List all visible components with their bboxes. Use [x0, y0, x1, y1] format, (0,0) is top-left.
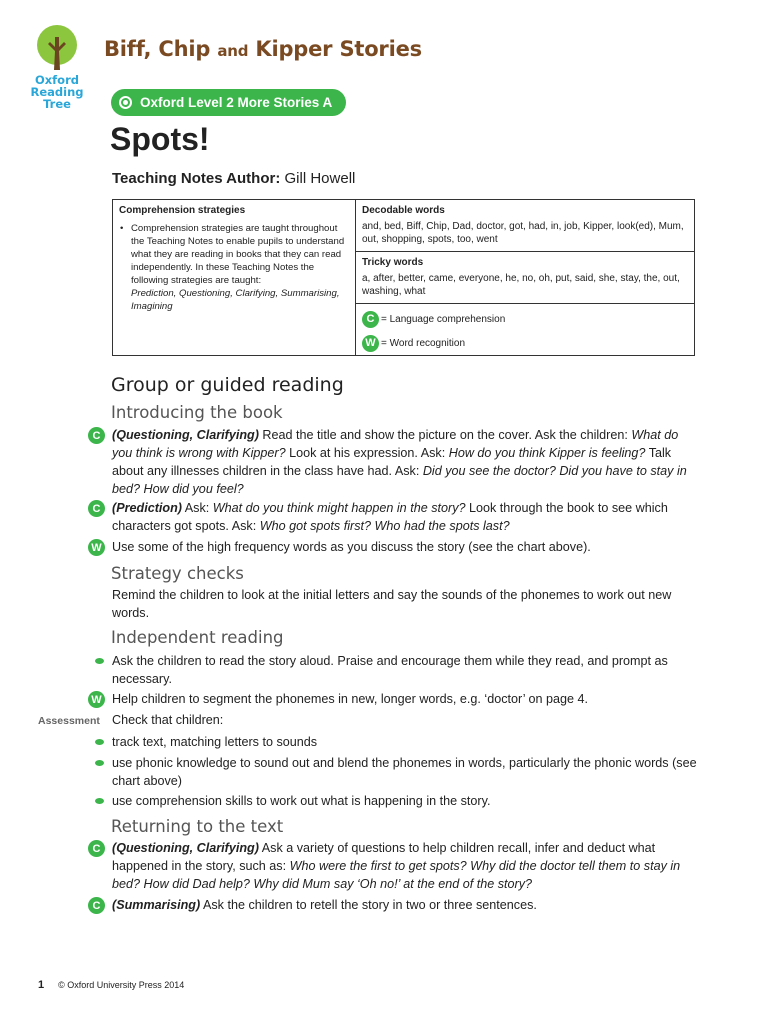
assessment-intro: Check that children: [112, 713, 224, 727]
level-badge [111, 89, 346, 116]
author-name: Gill Howell [284, 170, 356, 187]
bullet-icon [95, 658, 104, 664]
logo-text-line: Tree [43, 97, 71, 111]
comprehension-badge-icon: C [362, 311, 379, 328]
word-recognition-badge-icon: W [88, 539, 105, 556]
question: Who got spots first? Who had the spots last? [259, 519, 510, 533]
oxford-reading-tree-logo [28, 24, 86, 110]
assessment-bullet-2: use phonic knowledge to sound out and blend the phonemes in words, particularly the phonic words (see chart above) [112, 756, 697, 788]
logo-text-line: Oxford [34, 73, 79, 87]
strategy-tag: (Questioning, Clarifying) [112, 428, 259, 442]
comprehension-badge-icon: C [88, 840, 105, 857]
question: What do you think is wrong with Kipper? [112, 428, 679, 460]
tricky-words: a, after, better, came, everyone, he, no, oh, put, said, she, stay, the, out, washing, what [362, 273, 680, 297]
legend-c-text: = Language comprehension [381, 314, 506, 325]
question: What do you think might happen in the story? [212, 501, 466, 515]
word-recognition-badge-icon: W [88, 691, 105, 708]
decodable-heading: Decodable words [362, 205, 445, 216]
intro-paragraph-1 [112, 426, 702, 498]
comprehension-badge-icon: C [88, 500, 105, 517]
comprehension-heading: Comprehension strategies [119, 205, 246, 216]
text-run: Read the title and show the picture on the cover. Ask the children: [258, 428, 632, 442]
level-label: Oxford Level 2 More Stories A [140, 95, 333, 110]
strategy-tag: (Questioning, Clarifying) [112, 841, 259, 855]
text-run: Look at his expression. Ask: [285, 446, 449, 460]
footer [38, 979, 184, 991]
section-heading-intro: Introducing the book [111, 403, 283, 422]
question: Did you see the doctor? Did you have to stay in bed? How did you feel? [112, 464, 687, 496]
assessment-bullet-1: track text, matching letters to sounds [112, 735, 318, 749]
page-number: 1 [38, 979, 45, 991]
text-run: Ask a variety of questions to help children recall, infer and deduct what happened in the story, such as: [112, 841, 656, 873]
bullet-icon [95, 798, 104, 804]
comprehension-badge-icon: C [88, 427, 105, 444]
independent-w-paragraph: Help children to segment the phonemes in new, longer words, e.g. ‘doctor’ on page 4. [112, 692, 589, 706]
decodable-words: and, bed, Biff, Chip, Dad, doctor, got, had, in, job, Kipper, look(ed), Mum, out, shopping, spots, too, went [362, 221, 684, 245]
text-run: Talk about any illnesses children in the class have had. Ask: [112, 446, 672, 478]
series-title-part: Kipper Stories [248, 37, 422, 61]
text-run: Ask: [181, 501, 213, 515]
assessment-label: Assessment [38, 715, 100, 727]
word-recognition-badge-icon: W [362, 335, 379, 352]
comprehension-text: Comprehension strategies are taught throughout the Teaching Notes to enable pupils to understand what they are reading in books that they can read independently. In these Teaching Notes the following strategies are taught: [131, 223, 345, 286]
copyright: © Oxford University Press 2014 [58, 980, 185, 990]
section-heading-returning: Returning to the text [111, 817, 284, 836]
strategy-paragraph: Remind the children to look at the initial letters and say the sounds of the phonemes to work out new words. [112, 588, 672, 620]
legend-w-text: = Word recognition [381, 338, 466, 349]
comprehension-strategies: Prediction, Questioning, Clarifying, Summarising, Imagining [131, 288, 340, 312]
series-title-part: Biff, Chip [104, 37, 218, 61]
level-icon [119, 96, 132, 109]
question: Who were the first to get spots? Why did the doctor tell them to stay in bed? How did Dad help? Why did Mum say ‘Oh no!’ at the end of the story? [112, 859, 681, 891]
info-table [112, 199, 695, 356]
legend-w [362, 335, 688, 352]
series-title-part: and [217, 42, 249, 60]
intro-paragraph-3: Use some of the high frequency words as you discuss the story (see the chart above). [112, 540, 591, 554]
decodable-cell [356, 200, 694, 252]
legend-cell [356, 304, 694, 355]
bullet-icon [95, 760, 104, 766]
series-title [104, 37, 422, 61]
tree-icon [31, 24, 83, 72]
legend-c [362, 311, 688, 328]
tricky-heading: Tricky words [362, 257, 424, 268]
returning-paragraph-1 [112, 839, 697, 893]
intro-paragraph-2 [112, 499, 702, 535]
author-line [112, 170, 355, 187]
page-title: Spots! [110, 121, 210, 157]
text-run: Ask the children to retell the story in two or three sentences. [200, 898, 537, 912]
text-run: Look through the book to see which characters got spots. Ask: [112, 501, 668, 533]
question: How do you think Kipper is feeling? [448, 446, 646, 460]
section-heading-independent: Independent reading [111, 628, 284, 647]
tricky-cell [356, 252, 694, 304]
returning-paragraph-2 [112, 896, 702, 914]
strategy-tag: (Prediction) [112, 501, 182, 515]
logo-text-line: Reading [30, 85, 84, 99]
independent-bullet-1: Ask the children to read the story aloud. Praise and encourage them while they read, and prompt as necessary. [112, 654, 668, 686]
comprehension-item [131, 222, 349, 313]
section-heading-group: Group or guided reading [111, 374, 344, 396]
strategy-tag: (Summarising) [112, 898, 201, 912]
comprehension-badge-icon: C [88, 897, 105, 914]
assessment-bullet-3: use comprehension skills to work out what is happening in the story. [112, 794, 491, 808]
section-heading-strategy: Strategy checks [111, 564, 244, 583]
comprehension-cell [113, 200, 356, 355]
author-label: Teaching Notes Author: [112, 170, 281, 187]
bullet-icon [95, 739, 104, 745]
